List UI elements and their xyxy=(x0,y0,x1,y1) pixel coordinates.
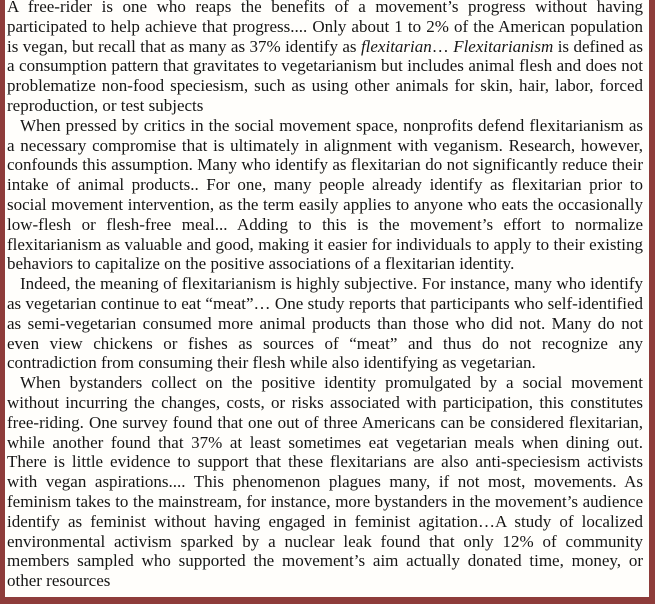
text-run: A free-rider is one who reaps the benefits of a movement’s progress without having participated to help achieve that progress.... Only about 1 to 2% of the American population is vegan, but recall that as many as 37% identify as xyxy=(7,0,643,56)
paragraph xyxy=(7,0,643,116)
paragraph xyxy=(7,274,643,373)
text-run: When pressed by critics in the social movement space, nonprofits defend flexitarianism as a necessary compromise that is ultimately in alignment with veganism. Research, however, confounds this assumption. Many who identify as flexitarian do not significantly reduce their intake of animal products.. For one, many people already identify as flexitarian prior to social movement intervention, as the term easily applies to anyone who eats the occasionally low-flesh or flesh-free meal... Adding to this is the movement’s effort to normalize flexitarianism as valuable and good, making it easier for individuals to apply to their existing behaviors to capitalize on the positive associations of a flexitarian identity. xyxy=(7,115,643,274)
paragraph xyxy=(7,116,643,274)
text-run: is defined as a consumption pattern that gravitates to vegetarianism but includes animal flesh and does not problematize non-food speciesism, such as using other animals for skin, hair, labor, forced reproduction, or test subjects xyxy=(7,36,644,115)
text-run: … xyxy=(431,36,454,56)
text-run: When bystanders collect on the positive identity promulgated by a social movement without incurring the changes, costs, or risks associated with participation, this constitutes free-riding. One survey found that one out of three Americans can be considered flexitarian, while another found that 37% at least sometimes eat vegetarian meals when dining out. There is little evidence to support that these flexitarians are also anti-speciesism activists with vegan aspirations.... This phenomenon plagues many, if not most, movements. As feminism takes to the mainstream, for instance, more bystanders in the movement’s audience identify as feminist without having engaged in feminist agitation…A study of localized environmental activism sparked by a nuclear leak found that only 12% of community members sampled who supported the movement’s aim actually donated time, money, or other resources xyxy=(7,373,643,591)
paragraph xyxy=(7,373,643,591)
text-run: Indeed, the meaning of flexitarianism is highly subjective. For instance, many who identify as vegetarian continue to eat “meat”… One study reports that participants who self-identified as semi-vegetarian consumed more animal products than those who did not. Many do not even view chickens or fishes as sources of “meat” and thus do not recognize any contradiction from consuming their flesh while also identifying as vegetarian. xyxy=(7,274,643,373)
document-text xyxy=(5,0,649,591)
italic-text-run: Flexitarianism xyxy=(453,36,554,56)
italic-text-run: flexitarian xyxy=(360,36,432,56)
